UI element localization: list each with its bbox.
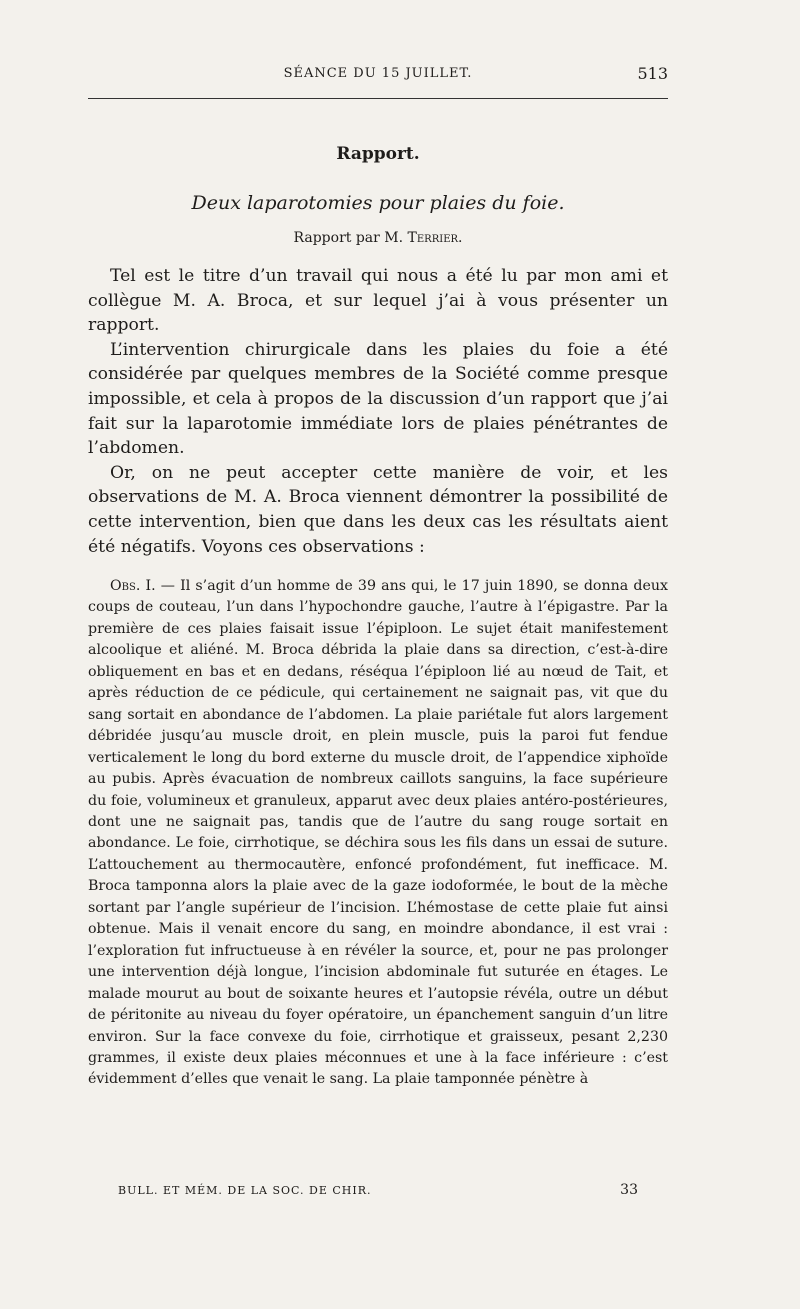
paragraph-3: Or, on ne peut accepter cette manière de voir, et les observations de M. A. Broca viennent démontrer la possibilité de cette intervention, bien que dans les deux cas les résultats aient été négatifs. Voyons ces observations : <box>88 462 668 557</box>
report-byline <box>88 230 668 246</box>
footer-journal: BULL. ET MÉM. DE LA SOC. DE CHIR. <box>118 1184 372 1197</box>
header-rule <box>88 98 668 99</box>
page-footer <box>118 1184 638 1204</box>
report-body <box>88 264 668 559</box>
report-byline-prefix: Rapport par M. <box>293 230 408 246</box>
running-head <box>88 62 668 86</box>
paragraph-2: L’intervention chirurgicale dans les plaies du foie a été considérée par quelques membres de la Société comme presque impossible, et cela à propos de la discussion d’un rapport que j’ai fait sur la laparotomie immédiate lors de plaies pénétrantes de l’abdomen. <box>88 339 668 459</box>
article-title: Deux laparotomies pour plaies du foie. <box>191 192 565 214</box>
observation-label: Obs. I. — <box>110 578 175 594</box>
report-author: Terrier. <box>407 230 463 246</box>
paragraph-1: Tel est le titre d’un travail qui nous a été lu par mon ami et collègue M. A. Broca, et sur lequel j’ai à vous présenter un rapport. <box>88 266 668 336</box>
section-title: Rapport. <box>336 144 420 164</box>
page-number: 513 <box>637 64 668 83</box>
observation-text: Il s’agit d’un homme de 39 ans qui, le 17 juin 1890, se donna deux coups de couteau, l’un dans l’hypochondre gauche, l’autre à l’épigastre. Par la première de ces plaies faisait issue l’épiploon. Le sujet était manifestement alcoolique et aliéné. M. Broca débrida la plaie dans sa direction, c’est-à-dire obliquement en bas et en dedans, réséqua l’épiploon lié au nœud de Tait, et après réduction de ce pédicule, qui certainement ne saignait pas, vit que du sang sortait en abondance de l’abdomen. La plaie pariétale fut alors largement débridée jusqu’au muscle droit, en plein muscle, puis la paroi fut fendue verticalement le long du bord externe du muscle droit, de l’appendice xiphoïde au pubis. Après évacuation de nombreux caillots sanguins, la face supérieure du foie, volumineux et granuleux, apparut avec deux plaies antéro-postérieures, dont une ne saignait pas, tandis que de l’autre du sang rouge sortait en abondance. Le foie, cirrhotique, se déchira sous les fils dans un essai de suture. L’attouchement au thermocautère, enfoncé profondément, fut inefficace. M. Broca tamponna alors la plaie avec de la gaze iodoformée, le bout de la mèche sortant par l’angle supérieur de l’incision. L’hémostase de cette plaie fut ainsi obtenue. Mais il venait encore du sang, en moindre abondance, il est vrai : l’exploration fut infructueuse à en révéler la source, et, pour ne pas prolonger une intervention déjà longue, l’incision abdominale fut suturée en étages. Le malade mourut au bout de soixante heures et l’autopsie révéla, outre un début de péritonite au niveau du foyer opératoire, un épanchement sanguin d’un litre environ. Sur la face convexe du foie, cirrhotique et graisseux, pesant 2,230 grammes, il existe deux plaies méconnues et une à la face inférieure : c’est évidemment d’elles que venait le sang. La plaie tamponnée pénètre à <box>88 578 668 1088</box>
footer-signature: 33 <box>620 1182 638 1198</box>
running-title: SÉANCE DU 15 JUILLET. <box>283 66 473 81</box>
observation-paragraph <box>88 576 668 1091</box>
observation-block <box>88 576 668 1091</box>
